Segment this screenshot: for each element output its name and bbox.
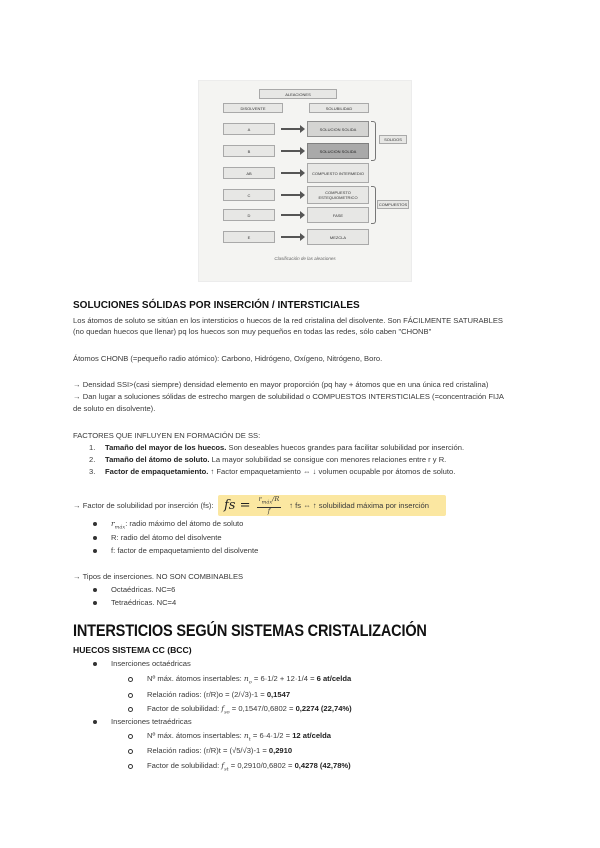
- diagram-caption: Clasificación de las aleaciones: [274, 256, 336, 261]
- subsection-heading: HUECOS SISTEMA CC (BCC): [73, 645, 192, 655]
- sub-bullet-item: Relación radios: (r/R)o = (2/√3)-1 = 0,1547: [128, 689, 290, 700]
- diagram-row-right: MEZCLA: [307, 229, 369, 245]
- fs-denominator: f: [267, 506, 271, 515]
- bullet-item: Octaédricas. NC=6: [93, 584, 175, 595]
- diagram-arrow: [281, 214, 301, 216]
- diagram-row-right: COMPUESTO INTERMEDIO: [307, 163, 369, 183]
- sub-bullet-item: Relación radios: (r/R)t = (√5/√3)-1 = 0,2910: [128, 745, 292, 756]
- bullet-icon: [93, 720, 97, 724]
- sub-bullet-item: Nº máx. átomos insertables: $n_o = 6\cdot 1/2 + 12\cdot 1/4 = 6$ at/celda: [128, 673, 351, 689]
- section-title: SOLUCIONES SÓLIDAS POR INSERCIÓN / INTERSTICIALES: [73, 300, 360, 311]
- list-number: 3.: [89, 467, 96, 476]
- list-bold: Factor de empaquetamiento.: [105, 467, 209, 476]
- bullet-icon: [93, 522, 97, 526]
- paragraph: Átomos CHONB (=pequeño radio atómico): Carbono, Hidrógeno, Oxígeno, Nitrógeno, Boro.: [73, 354, 383, 363]
- paragraph-line: (no quedan huecos que llenar) pq los huecos son muy pequeños en todas las redes, sólo caben "CHONB": [73, 327, 432, 336]
- diagram-arrow: [281, 194, 301, 196]
- diagram-brace-label: SOLIDOS: [379, 135, 407, 144]
- factors-title: FACTORES QUE INFLUYEN EN FORMACIÓN DE SS:: [73, 431, 261, 440]
- diagram-row-right: COMPUESTO ESTEQUIOMETRICO: [307, 186, 369, 204]
- diagram-brace-label: COMPUESTOS: [378, 202, 408, 207]
- paragraph: → Densidad SSI>(casi siempre) densidad elemento en mayor proporción (pq hay + átomos que en una única red cristalina): [73, 380, 489, 389]
- sub-bullet-icon: [128, 734, 133, 739]
- diagram-row-left: B: [223, 145, 275, 157]
- diagram-row-left: A: [223, 123, 275, 135]
- types-title: → Tipos de inserciones. NO SON COMBINABLES: [73, 572, 244, 581]
- sub-bullet-icon: [128, 677, 133, 682]
- list-item: [89, 442, 464, 453]
- paragraph-line: → Dan lugar a soluciones sólidas de estrecho margen de solubilidad o COMPUESTOS INTERSTICIALES (=concentración FIJA: [73, 392, 505, 401]
- bullet-item: f: factor de empaquetamiento del disolvente: [93, 545, 258, 556]
- list-item: [89, 466, 455, 477]
- bullet-item: Tetraédricas. NC=4: [93, 597, 176, 608]
- diagram-right-header: SOLUBILIDAD: [309, 103, 369, 113]
- diagram-arrow: [281, 150, 301, 152]
- bullet-item: Inserciones octaédricas: [93, 658, 191, 669]
- fs-note: ↑ fs ⇔ ↑ solubilidad máxima por inserción: [289, 501, 429, 510]
- bullet-icon: [93, 601, 97, 605]
- fs-lhs: fs =: [224, 498, 251, 513]
- bullet-icon: [93, 662, 97, 666]
- diagram-brace: [371, 121, 376, 161]
- alloy-classification-diagram: [198, 80, 412, 282]
- diagram-arrow: [281, 236, 301, 238]
- list-bold: Tamaño del átomo de soluto.: [105, 455, 210, 464]
- fs-numerator: $r_{máx}/R$: [258, 495, 280, 506]
- sub-bullet-item: Factor de solubilidad: $f_{so} = 0,1547/0,6802 = 0,2274$ (22,74%): [128, 703, 352, 719]
- paragraph-line: de soluto en disolvente).: [73, 404, 156, 413]
- sub-bullet-icon: [128, 764, 133, 769]
- diagram-row-right: SOLUCION SOLIDA: [307, 121, 369, 137]
- diagram-row-right: SOLUCION SOLIDA: [307, 143, 369, 159]
- diagram-title: ALEACIONES: [259, 89, 337, 99]
- list-text: Son deseables huecos grandes para facilitar solubilidad por inserción.: [226, 443, 465, 452]
- diagram-row-left: AB: [223, 167, 275, 179]
- diagram-brace: [371, 186, 376, 224]
- list-text: ↑ Factor empaquetamiento ⇔ ↓ volumen ocupable por átomos de soluto.: [208, 467, 456, 476]
- diagram-row-right: FASE: [307, 207, 369, 223]
- bullet-item: Inserciones tetraédricas: [93, 716, 192, 727]
- bullet-icon: [93, 588, 97, 592]
- list-bold: Tamaño del mayor de los huecos.: [105, 443, 227, 452]
- diagram-arrow: [281, 172, 301, 174]
- bullet-icon: [93, 536, 97, 540]
- fs-intro: → Factor de solubilidad por inserción (fs):: [73, 501, 214, 510]
- list-text: La mayor solubilidad se consigue con menores relaciones entre r y R.: [209, 455, 447, 464]
- sub-bullet-icon: [128, 707, 133, 712]
- sub-bullet-icon: [128, 693, 133, 698]
- list-number: 1.: [89, 443, 96, 452]
- section-heading: INTERSTICIOS SEGÚN SISTEMAS CRISTALIZACIÓN: [73, 622, 427, 640]
- diagram-row-left: D: [223, 209, 275, 221]
- bullet-icon: [93, 549, 97, 553]
- sub-bullet-icon: [128, 749, 133, 754]
- diagram-left-header: DISOLVENTE: [223, 103, 283, 113]
- fs-formula-highlight: [218, 495, 446, 516]
- diagram-row-left: C: [223, 189, 275, 201]
- list-item: [89, 454, 446, 465]
- list-number: 2.: [89, 455, 96, 464]
- bullet-item: $r_{máx}$: radio máximo del átomo de soluto: [93, 518, 243, 534]
- bullet-item: R: radio del átomo del disolvente: [93, 532, 222, 543]
- diagram-arrow: [281, 128, 301, 130]
- diagram-row-left: E: [223, 231, 275, 243]
- paragraph-line: Los átomos de soluto se sitúan en los intersticios o huecos de la red cristalina del disolvente. Son FÁCILMENTE SATURABLES: [73, 316, 503, 325]
- fs-fraction: [257, 496, 282, 514]
- sub-bullet-item: Factor de solubilidad: $f_{st} = 0,2910/0,6802 = 0,4278$ (42,78%): [128, 760, 351, 776]
- sub-bullet-item: Nº máx. átomos insertables: $n_t = 6\cdot 4\cdot 1/2 = 12$ at/celda: [128, 730, 331, 746]
